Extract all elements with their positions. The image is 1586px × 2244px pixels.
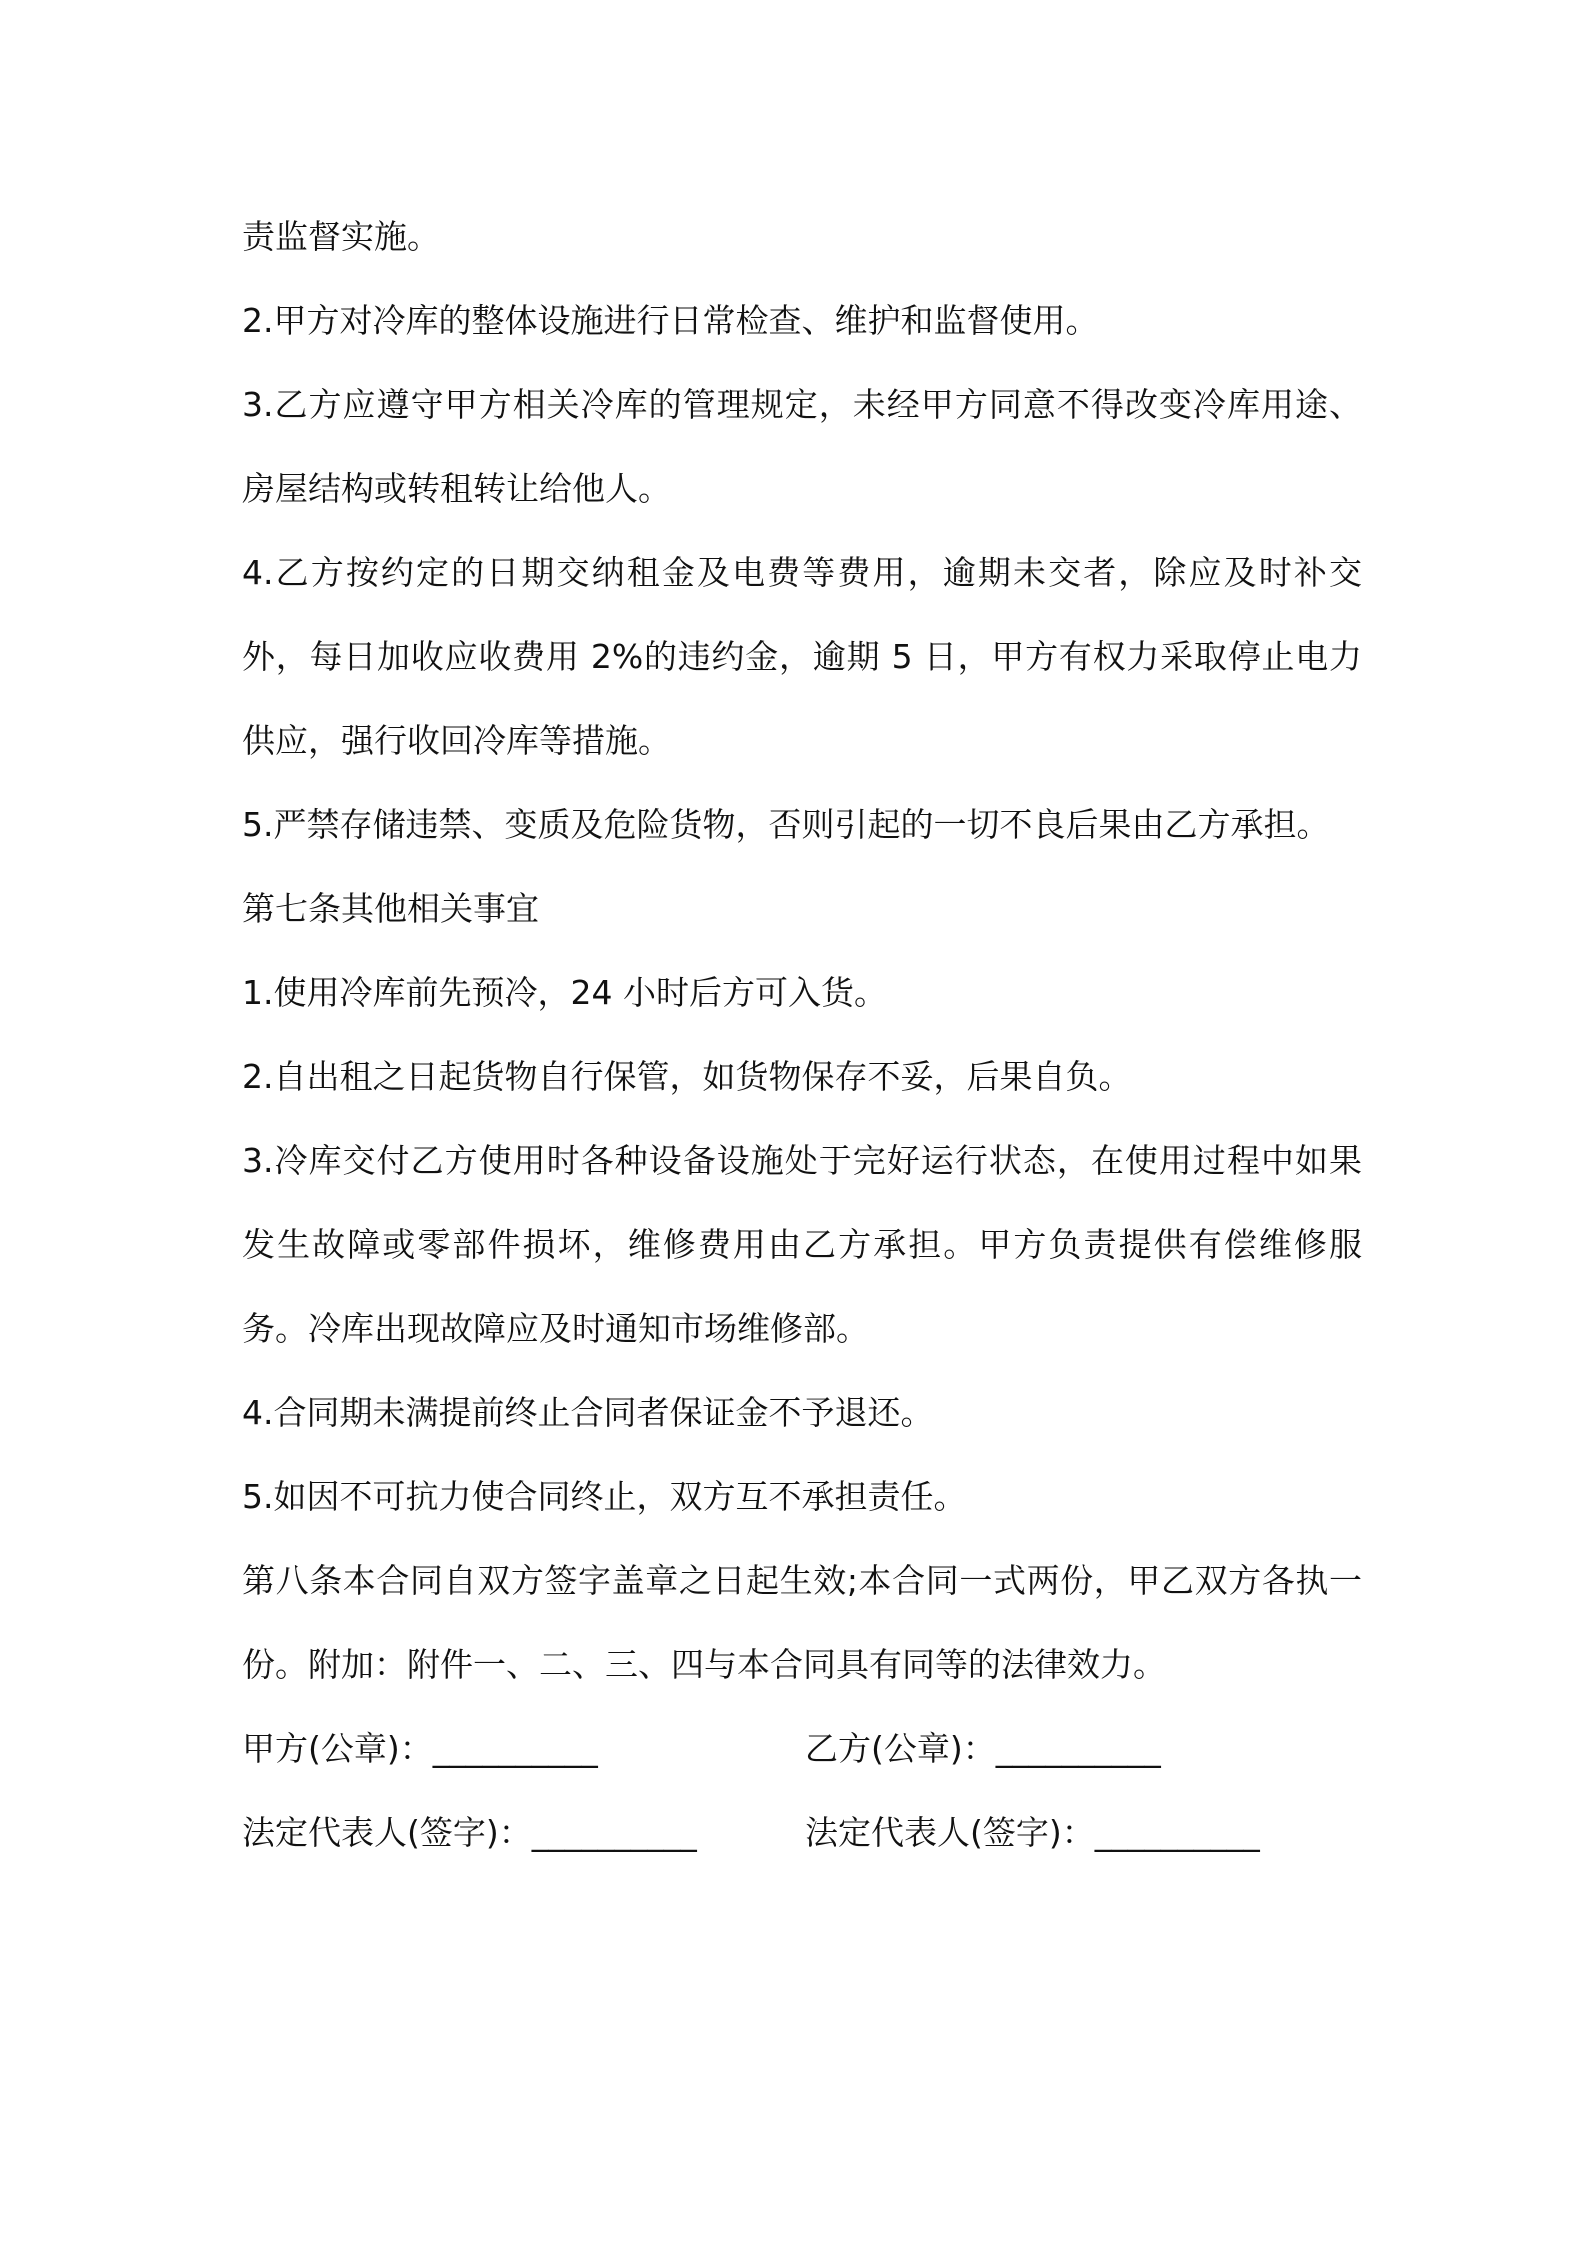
clause-7-item-2: 2.自出租之日起货物自行保管，如货物保存不妥，后果自负。 xyxy=(242,1057,1132,1096)
party-b-representative-blank: __________ xyxy=(1094,1813,1260,1852)
party-b-seal xyxy=(805,1707,1161,1791)
clause-6-item-3: 3.乙方应遵守甲方相关冷库的管理规定，未经甲方同意不得改变冷库用途、房屋结构或转租转让给他人。 xyxy=(242,385,1362,508)
party-a-representative xyxy=(242,1791,805,1875)
clause-7-item-5: 5.如因不可抗力使合同终止，双方互不承担责任。 xyxy=(242,1477,967,1516)
signature-row-seals xyxy=(242,1707,1362,1791)
clause-6-item-4: 4.乙方按约定的日期交纳租金及电费等费用，逾期未交者，除应及时补交外，每日加收应收费用 2%的违约金，逾期 5 日，甲方有权力采取停止电力供应，强行收回冷库等措施。 xyxy=(242,553,1362,760)
party-b-seal-blank: __________ xyxy=(995,1729,1161,1768)
clause-7-item-4: 4.合同期未满提前终止合同者保证金不予退还。 xyxy=(242,1393,934,1432)
party-a-representative-label: 法定代表人(签字)： xyxy=(242,1813,532,1852)
clause-8-paragraph: 第八条本合同自双方签字盖章之日起生效;本合同一式两份，甲乙双方各执一份。附加：附件一、二、三、四与本合同具有同等的法律效力。 xyxy=(242,1561,1362,1684)
party-b-seal-label: 乙方(公章)： xyxy=(805,1729,996,1768)
party-b-representative-label: 法定代表人(签字)： xyxy=(805,1813,1095,1852)
clause-7-item-3: 3.冷库交付乙方使用时各种设备设施处于完好运行状态，在使用过程中如果发生故障或零部件损坏，维修费用由乙方承担。甲方负责提供有偿维修服务。冷库出现故障应及时通知市场维修部。 xyxy=(242,1141,1362,1348)
party-a-seal-label: 甲方(公章)： xyxy=(242,1729,433,1768)
signature-row-representatives xyxy=(242,1791,1362,1875)
clause-7-heading: 第七条其他相关事宜 xyxy=(242,889,539,928)
clause-7-item-1: 1.使用冷库前先预冷，24 小时后方可入货。 xyxy=(242,973,887,1012)
document-body xyxy=(242,195,1362,1875)
paragraph-continuation: 责监督实施。 xyxy=(242,217,440,256)
clause-6-item-2: 2.甲方对冷库的整体设施进行日常检查、维护和监督使用。 xyxy=(242,301,1099,340)
party-a-seal xyxy=(242,1707,805,1791)
party-a-representative-blank: __________ xyxy=(531,1813,697,1852)
clause-6-item-5: 5.严禁存储违禁、变质及危险货物，否则引起的一切不良后果由乙方承担。 xyxy=(242,805,1330,844)
party-a-seal-blank: __________ xyxy=(432,1729,598,1768)
party-b-representative xyxy=(805,1791,1260,1875)
